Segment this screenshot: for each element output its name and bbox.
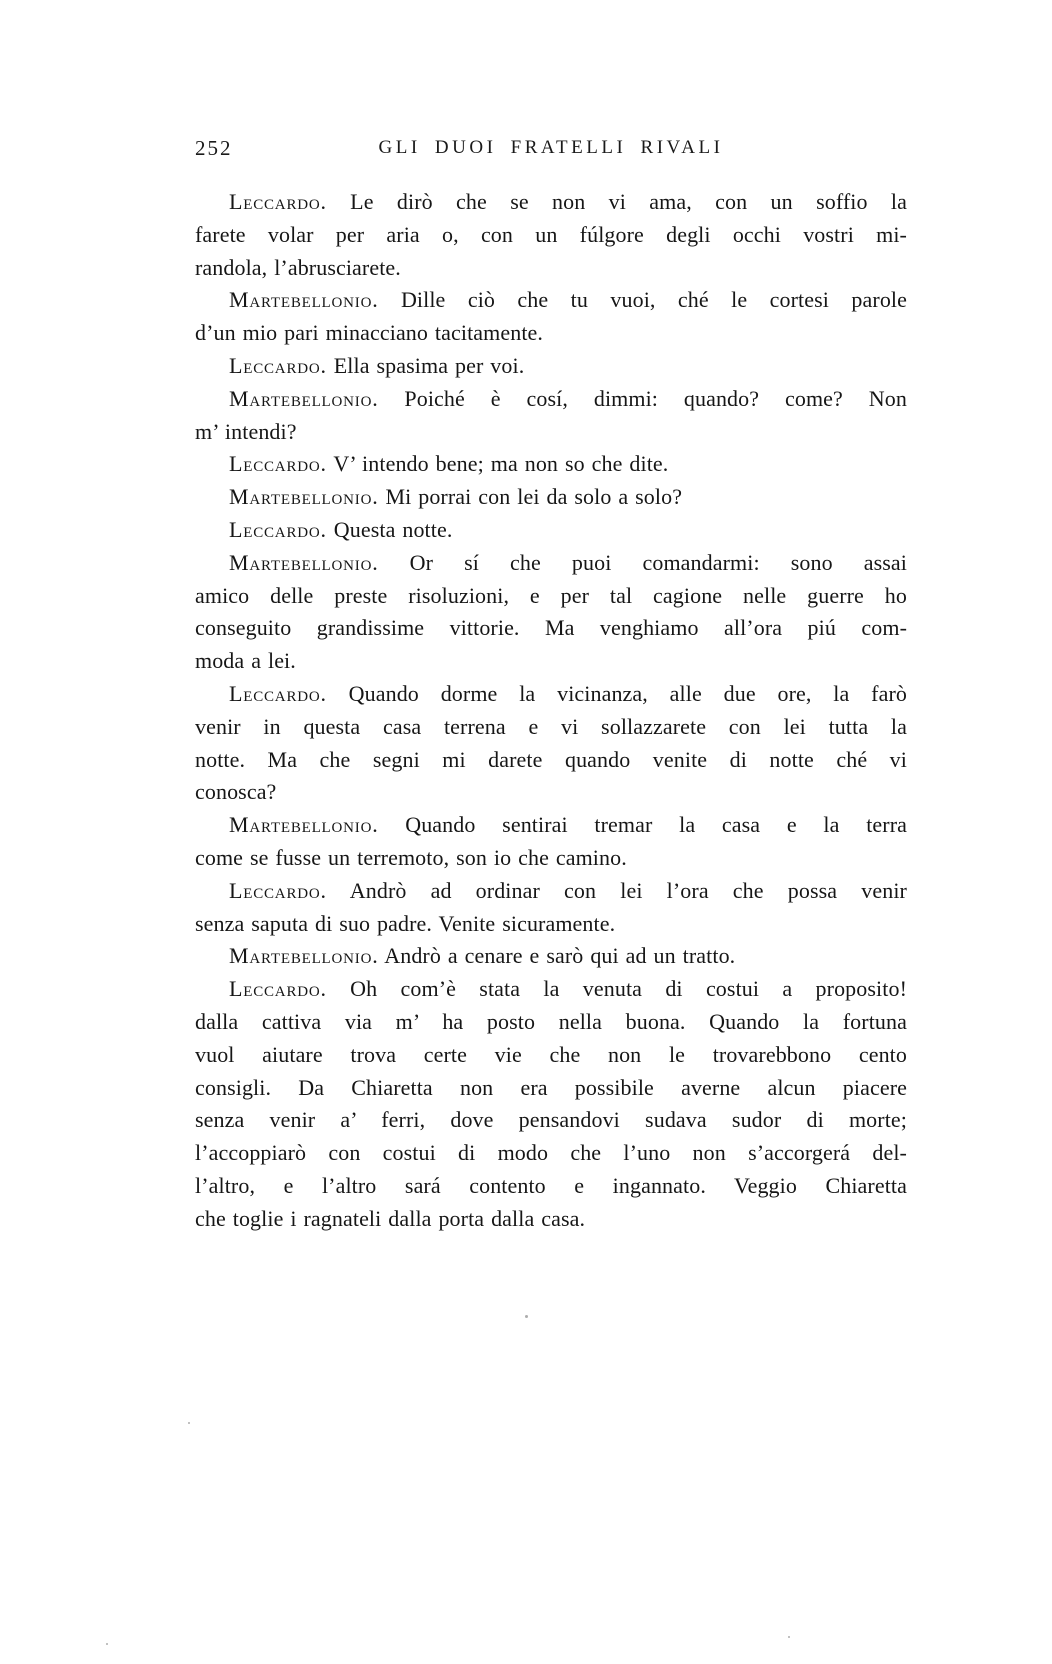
text-line [195,744,907,777]
scan-speck [525,1315,528,1318]
line-text: Quando dorme la vicinanza, alle due ore, la farò [348,680,908,706]
dialogue-paragraph [195,973,907,1235]
text-line [195,547,907,580]
dialogue-paragraph [195,678,907,809]
text-line [195,1006,907,1039]
text-line [195,809,907,842]
text-line [195,219,907,252]
line-text: Quando sentirai tremar la casa e la terra [405,812,907,838]
speaker-name: Martebellonio. [229,812,379,838]
text-line [195,1039,907,1072]
text-line [195,350,907,383]
text-line [195,1203,907,1236]
text-line [195,481,907,514]
line-text: Poiché è cosí, dimmi: quando? come? Non [404,385,907,411]
dialogue-paragraph [195,547,907,678]
dialogue-paragraph [195,940,907,973]
speaker-name: Leccardo. [229,516,327,542]
line-text: senza saputa di suo padre. Venite sicuramente. [195,910,616,936]
line-text: conosca? [195,779,277,805]
text-line [195,1072,907,1105]
line-text: Dille ciò che tu vuoi, ché le cortesi parole [400,287,907,313]
line-text: consigli. Da Chiaretta non era possibile averne alcun piacere [195,1074,907,1100]
dialogue-paragraph [195,809,907,875]
dialogue-paragraph [195,284,907,350]
line-text: Questa notte. [333,516,453,542]
running-title: GLI DUOI FRATELLI RIVALI [378,137,724,158]
line-text: notte. Ma che segni mi darete quando venite di notte ché vi [195,746,907,772]
speaker-name: Martebellonio. [229,484,379,510]
line-text: l’accoppiarò con costui di modo che l’uno non s’accorgerá del- [195,1140,907,1166]
line-text: Andrò ad ordinar con lei l’ora che possa venir [349,877,907,903]
line-text: senza venir a’ ferri, dove pensandovi sudava sudor di morte; [195,1107,907,1133]
text-line [195,252,907,285]
speaker-name: Leccardo. [229,451,327,477]
speaker-name: Martebellonio. [229,549,379,575]
text-line [195,842,907,875]
text-line [195,186,907,219]
speaker-name: Leccardo. [229,976,327,1002]
dialogue-text-block [195,186,907,1236]
speaker-name: Leccardo. [229,877,327,903]
dialogue-paragraph [195,481,907,514]
line-text: Andrò a cenare e sarò qui ad un tratto. [384,943,736,969]
dialogue-paragraph [195,875,907,941]
speaker-name: Leccardo. [229,189,327,214]
line-text: amico delle preste risoluzioni, e per tal cagione nelle guerre ho [195,582,907,608]
dialogue-paragraph [195,514,907,547]
text-line [195,1137,907,1170]
text-line [195,776,907,809]
text-line [195,1104,907,1137]
speaker-name: Martebellonio. [229,385,379,411]
page-number: 252 [195,136,233,160]
text-line [195,711,907,744]
line-text: Le dirò che se non vi ama, con un soffio la [350,189,907,214]
line-text: m’ intendi? [195,418,297,444]
line-text: d’un mio pari minacciano tacitamente. [195,320,544,346]
line-text: Ella spasima per voi. [333,352,525,378]
line-text: come se fusse un terremoto, son io che camino. [195,844,627,870]
scan-speck [788,1636,790,1638]
scan-speck [188,1422,190,1424]
line-text: venir in questa casa terrena e vi sollazzarete con lei tutta la [195,713,907,739]
speaker-name: Martebellonio. [229,287,379,313]
line-text: moda a lei. [195,648,296,674]
line-text: Or sí che puoi comandarmi: sono assai [409,549,908,575]
line-text: Oh com’è stata la venuta di costui a proposito! [350,976,907,1002]
dialogue-paragraph [195,186,907,284]
dialogue-paragraph [195,383,907,449]
text-line [195,284,907,317]
text-line [195,448,907,481]
text-line [195,678,907,711]
text-line [195,383,907,416]
text-line [195,514,907,547]
line-text: randola, l’abrusciarete. [195,254,401,280]
speaker-name: Leccardo. [229,352,327,378]
dialogue-paragraph [195,350,907,383]
page-header [195,136,907,162]
text-line [195,973,907,1006]
line-text: vuol aiutare trova certe vie che non le trovarebbono cento [195,1041,907,1067]
speaker-name: Martebellonio. [229,943,379,969]
text-line [195,875,907,908]
text-line [195,612,907,645]
text-line [195,317,907,350]
line-text: conseguito grandissime vittorie. Ma venghiamo all’ora piú com- [195,615,907,641]
line-text: che toglie i ragnateli dalla porta dalla casa. [195,1205,586,1231]
scan-speck [106,1643,108,1645]
text-line [195,416,907,449]
speaker-name: Leccardo. [229,680,327,706]
text-line [195,645,907,678]
text-line [195,1170,907,1203]
line-text: farete volar per aria o, con un fúlgore degli occhi vostri mi- [195,221,907,247]
text-line [195,908,907,941]
line-text: dalla cattiva via m’ ha posto nella buona. Quando la fortuna [195,1008,907,1034]
line-text: Mi porrai con lei da solo a solo? [385,484,683,510]
line-text: l’altro, e l’altro sará contento e ingannato. Veggio Chiaretta [195,1172,907,1198]
text-line [195,940,907,973]
text-line [195,580,907,613]
line-text: V’ intendo bene; ma non so che dite. [333,451,669,477]
dialogue-paragraph [195,448,907,481]
